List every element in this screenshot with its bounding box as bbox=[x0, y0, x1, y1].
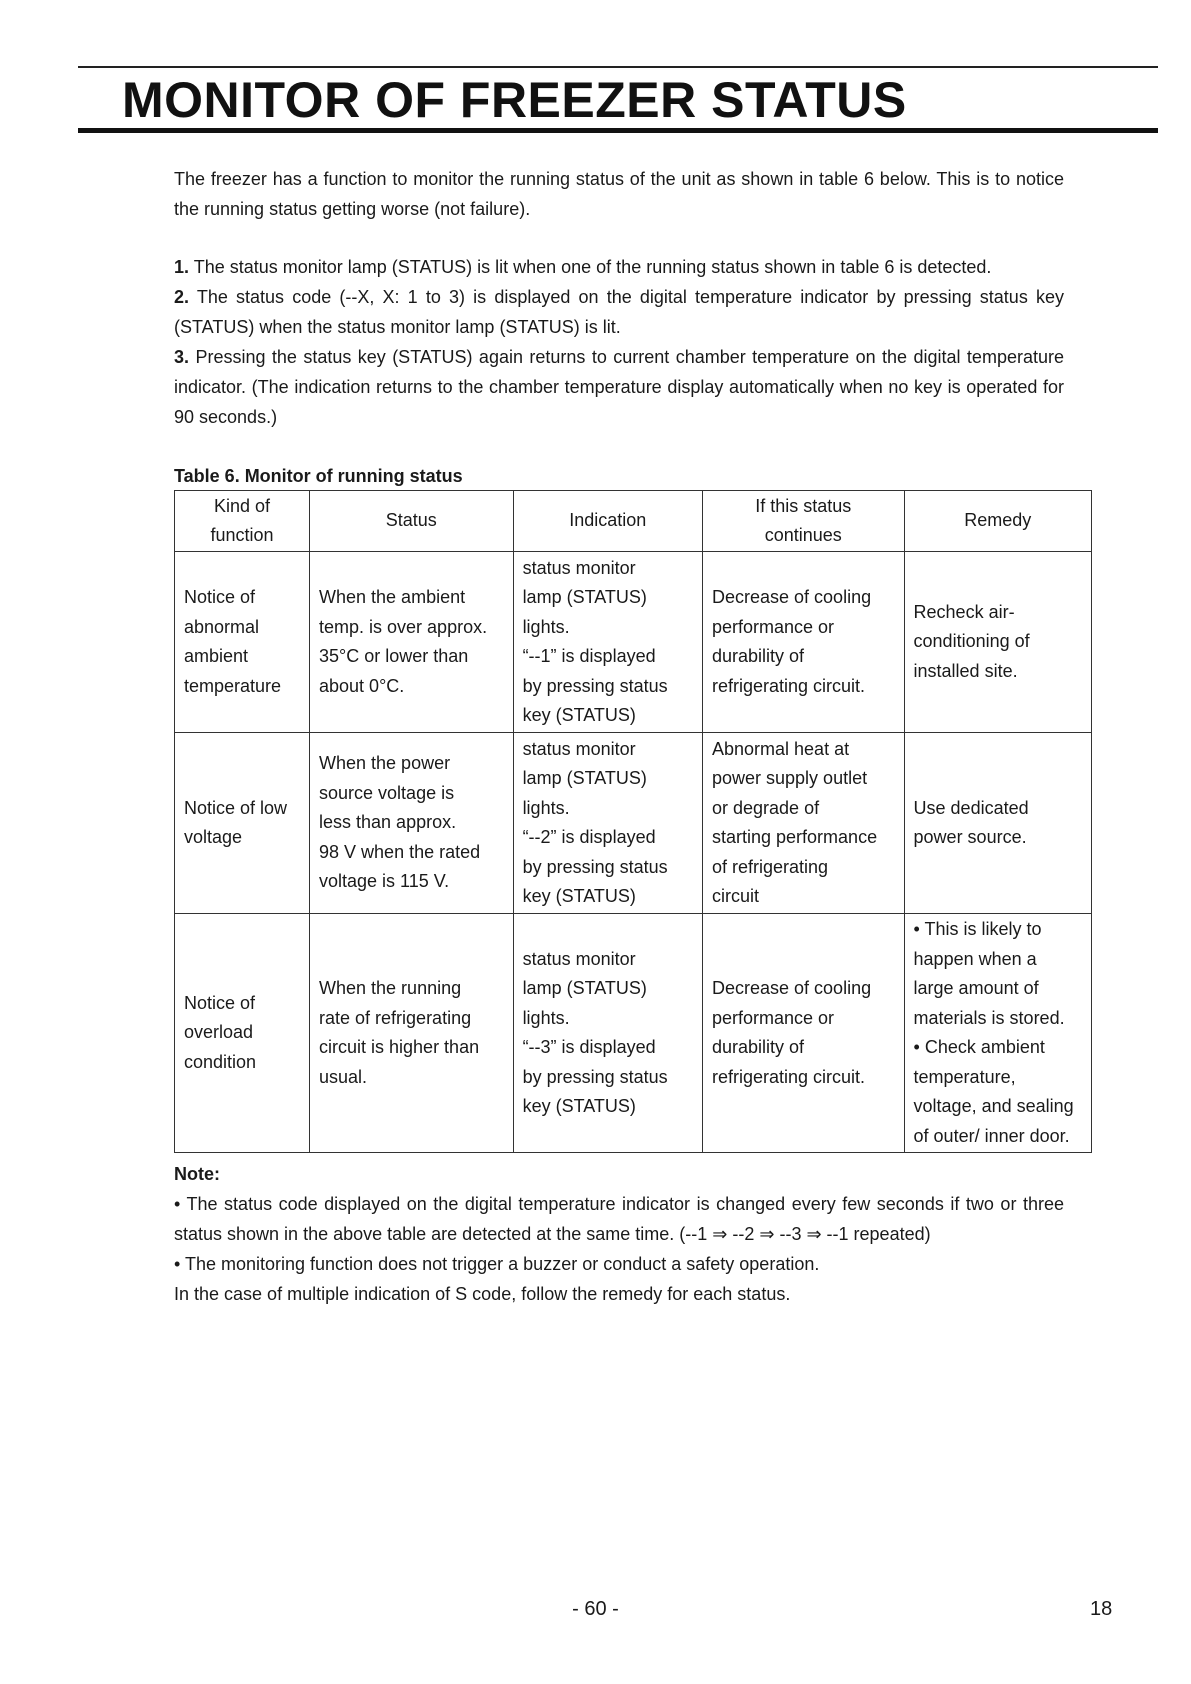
page-content bbox=[174, 164, 1074, 1309]
step-text: Pressing the status key (STATUS) again returns to current chamber temperature on the digital temperature indicator. (The indication returns to the chamber temperature display automatically when no key is operated for 90 seconds.) bbox=[174, 347, 1064, 427]
header-remedy: Remedy bbox=[904, 491, 1091, 552]
step-number: 3. bbox=[174, 347, 190, 367]
page-title: MONITOR OF FREEZER STATUS bbox=[122, 72, 907, 128]
step-number: 1. bbox=[174, 257, 190, 277]
note-item: • The monitoring function does not trigger a buzzer or conduct a safety operation. bbox=[174, 1254, 820, 1274]
header-status: Status bbox=[310, 491, 514, 552]
step-2 bbox=[174, 282, 1064, 342]
cell-indication: status monitor lamp (STATUS) lights. “--1” is displayed by pressing status key (STATUS) bbox=[513, 552, 702, 733]
cell-remedy: • This is likely to happen when a large amount of materials is stored. • Check ambient temperature, voltage, and sealing of outer/ inner door. bbox=[904, 914, 1091, 1153]
step-text: The status monitor lamp (STATUS) is lit when one of the running status shown in table 6 is detected. bbox=[193, 257, 992, 277]
table-header-row bbox=[175, 491, 1092, 552]
page-number: - 60 - bbox=[572, 1598, 619, 1620]
table-caption: Table 6. Monitor of running status bbox=[174, 466, 463, 486]
table-row bbox=[175, 552, 1092, 733]
step-text: The status code (--X, X: 1 to 3) is displayed on the digital temperature indicator by pressing status key (STATUS) when the status monitor lamp (STATUS) is lit. bbox=[174, 287, 1064, 337]
table-row bbox=[175, 914, 1092, 1153]
cell-continues: Decrease of cooling performance or durability of refrigerating circuit. bbox=[703, 552, 905, 733]
header-continues: If this status continues bbox=[703, 491, 905, 552]
header-indication: Indication bbox=[513, 491, 702, 552]
cell-continues: Abnormal heat at power supply outlet or degrade of starting performance of refrigerating circuit bbox=[703, 733, 905, 914]
table-row bbox=[175, 733, 1092, 914]
step-1 bbox=[174, 252, 1064, 282]
cell-status: When the running rate of refrigerating circuit is higher than usual. bbox=[310, 914, 514, 1153]
note-label: Note: bbox=[174, 1164, 220, 1184]
cell-continues: Decrease of cooling performance or durability of refrigerating circuit. bbox=[703, 914, 905, 1153]
status-table bbox=[174, 490, 1092, 1153]
cell-status: When the power source voltage is less than approx. 98 V when the rated voltage is 115 V. bbox=[310, 733, 514, 914]
cell-indication: status monitor lamp (STATUS) lights. “--3” is displayed by pressing status key (STATUS) bbox=[513, 914, 702, 1153]
intro-paragraph: The freezer has a function to monitor the running status of the unit as shown in table 6 below. This is to notice the running status getting worse (not failure). bbox=[174, 169, 1064, 219]
note-item: In the case of multiple indication of S code, follow the remedy for each status. bbox=[174, 1284, 791, 1304]
cell-kind: Notice of overload condition bbox=[175, 914, 310, 1153]
step-number: 2. bbox=[174, 287, 190, 307]
cell-remedy: Recheck air- conditioning of installed site. bbox=[904, 552, 1091, 733]
header-kind: Kind of function bbox=[175, 491, 310, 552]
cell-kind: Notice of low voltage bbox=[175, 733, 310, 914]
header-rule-bottom bbox=[78, 128, 1158, 133]
page-number-right: 18 bbox=[1090, 1598, 1113, 1620]
cell-kind: Notice of abnormal ambient temperature bbox=[175, 552, 310, 733]
header-rule-top bbox=[78, 66, 1158, 68]
cell-status: When the ambient temp. is over approx. 35°C or lower than about 0°C. bbox=[310, 552, 514, 733]
cell-indication: status monitor lamp (STATUS) lights. “--2” is displayed by pressing status key (STATUS) bbox=[513, 733, 702, 914]
note-item: • The status code displayed on the digital temperature indicator is changed every few seconds if two or three status shown in the above table are detected at the same time. (--1 ⇒ --2 ⇒ --3 ⇒ --1 repeated) bbox=[174, 1194, 1064, 1244]
step-3 bbox=[174, 342, 1064, 432]
cell-remedy: Use dedicated power source. bbox=[904, 733, 1091, 914]
